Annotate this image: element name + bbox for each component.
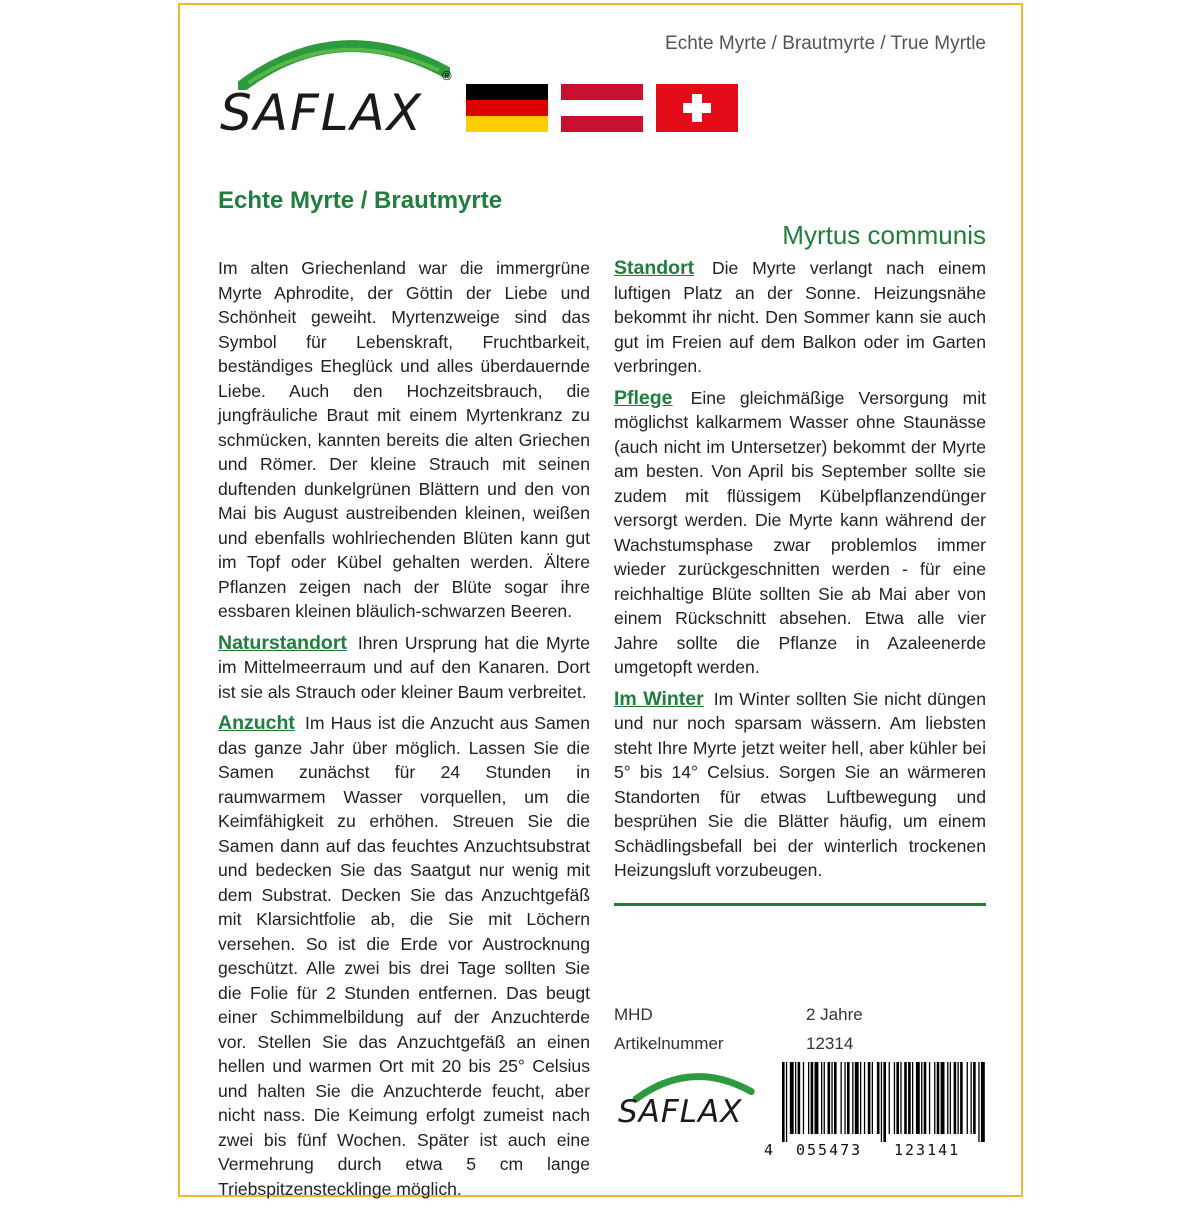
barcode-bar — [967, 1062, 968, 1134]
winter-text: Im Winter sollten Sie nicht düngen und nur noch sparsam wässern. Am liebsten steht Ihre Myrte jetzt weiter hell, aber kühler bei 5° bis 14° Celsius. Sorgen Sie an wärmeren Standorten für etwas Luftbewegung und besprühen Sie die Blätter häufig, um einem Schädlingsbefall bei der winterlich trockenen Heizungsluft vorzubeugen. — [614, 688, 986, 880]
barcode-bar — [950, 1062, 951, 1134]
barcode-bar — [815, 1062, 819, 1134]
barcode-group-right: 123141 — [894, 1141, 961, 1159]
standort-section — [614, 256, 986, 379]
barcode-bar — [877, 1062, 880, 1134]
barcode-bar — [790, 1062, 794, 1134]
barcode-bar — [916, 1062, 920, 1134]
barcode-bar — [808, 1062, 809, 1134]
article-number-value: 12314 — [806, 1034, 854, 1053]
standort-heading: Standort — [614, 257, 695, 279]
barcode-bar — [894, 1062, 895, 1134]
intro-paragraph: Im alten Griechenland war die immergrüne Myrte Aphrodite, der Göttin der Liebe und Schönheit geweiht. Myrtenzweige sind das Symbol für Lebenskraft, Fruchtbarkeit, beständiges Eheglück und alles überdauernde Liebe. Auch den Hochzeitsbrauch, die jungfräuliche Braut mit einem Myrtenkranz zu schmücken, kannten bereits die alten Griechen und Römer. Der kleine Strauch mit seinen duftenden dunkelgrünen Blättern und den von Mai bis August austreibenden kleinen, weißen und ebenfalls wohlriechenden Blüten kann gut im Topf oder Kübel gehalten werden. Ältere Pflanzen zeigen nach der Blüte sogar ihre essbaren kleinen bläulich-schwarzen Beeren. — [218, 258, 590, 621]
barcode-bar — [921, 1062, 922, 1134]
article-number-label: Artikelnummer — [614, 1034, 724, 1053]
naturstandort-text: Ihren Ursprung hat die Myrte im Mittelmeerraum und auf den Kanaren. Dort ist sie als Strauch oder kleiner Baum verbreitet. — [218, 632, 591, 702]
barcode-bar — [929, 1062, 930, 1134]
divider-line — [614, 903, 986, 906]
winter-heading: Im Winter — [614, 687, 704, 710]
barcode-bar — [844, 1062, 845, 1134]
barcode-bar — [881, 1062, 882, 1142]
naturstandort-heading: Naturstandort — [218, 631, 347, 654]
barcode-bar — [824, 1062, 825, 1134]
latin-name: Myrtus communis — [782, 220, 986, 250]
barcode-bar — [864, 1062, 865, 1134]
barcode-group-left: 055473 — [796, 1141, 863, 1159]
barcode-bar — [872, 1062, 873, 1134]
barcode-bar — [811, 1062, 814, 1134]
anzucht-section — [218, 711, 590, 1201]
germany-flag-icon — [466, 84, 548, 132]
barcode-bar — [860, 1062, 861, 1134]
barcode-digit-first: 4 — [764, 1141, 774, 1159]
pflege-heading: Pflege — [614, 386, 673, 409]
barcode-bar — [900, 1062, 901, 1134]
barcode-bar — [912, 1062, 913, 1134]
switzerland-flag-icon — [656, 84, 738, 132]
barcode-bar — [924, 1062, 927, 1134]
registered-mark: ® — [442, 68, 452, 83]
barcode-bar — [795, 1062, 796, 1134]
brand-name: SAFLAX — [220, 84, 424, 142]
barcode-bar — [889, 1062, 890, 1134]
barcode-bar — [978, 1062, 979, 1142]
barcode-bar — [908, 1062, 911, 1134]
barcode — [778, 1062, 986, 1142]
anzucht-heading: Anzucht — [218, 712, 295, 734]
barcode-bar — [934, 1062, 935, 1134]
barcode-bar — [855, 1062, 859, 1134]
barcode-bar — [803, 1062, 804, 1134]
barcode-bar — [941, 1062, 945, 1134]
page-title: Echte Myrte / Brautmyrte — [218, 187, 503, 214]
product-line-header: Echte Myrte / Brautmyrte / True Myrtle — [665, 33, 986, 54]
barcode-bar — [896, 1062, 899, 1134]
brand-name-small: SAFLAX — [618, 1094, 743, 1130]
barcode-bar — [868, 1062, 871, 1134]
barcode-bar — [821, 1062, 822, 1134]
winter-section — [614, 687, 986, 883]
left-text-column — [218, 256, 590, 1208]
barcode-bar — [834, 1062, 837, 1134]
barcode-bar — [831, 1062, 832, 1134]
barcode-bar — [981, 1062, 985, 1142]
mhd-label: MHD — [614, 1005, 653, 1024]
barcode-bar — [852, 1062, 853, 1134]
barcode-bar — [782, 1062, 785, 1142]
mhd-value: 2 Jahre — [806, 1005, 863, 1024]
anzucht-text: Im Haus ist die Anzucht aus Samen das ganze Jahr über möglich. Lassen Sie die Samen zunächst für 24 Stunden in raumwarmem Wasser vorquellen, um die Keimfähigkeit zu erhöhen. Streuen Sie die Samen dann auf das feuchtes Anzuchtsubstrat und bedecken Sie das Saatgut nur wenig mit dem Substrat. Decken Sie das Anzuchtgefäß mit Klarsichtfolie ab, die Sie mit Löchern versehen. So ist die Erde vor Austrocknung geschützt. Alle zwei bis drei Tage sollten Sie die Folie für 2 Stunden entfernen. Das beugt einer Schimmelbildung auf der Anzuchterde vor. Stellen Sie das Anzuchtgefäß an einen hellen und warmen Ort mit 20 bis 25° Celsius und halten Sie die Anzuchterde feucht, aber nicht nass. Die Keimung erfolgt zumeist nach zwei bis fünf Wochen. Später ist auch eine Vermehrung durch etwa 5 cm lange Triebspitzenstecklinge möglich. — [218, 713, 591, 1199]
barcode-bar — [841, 1062, 842, 1134]
pflege-text: Eine gleichmäßige Versorgung mit möglichst kalkarmem Wasser ohne Staunässe (auch nicht im Untersetzer) bekommt der Myrte am besten. Von April bis September sollte sie zudem mit flüssigem Kübelpflanzendünger versorgt werden. Die Myrte kann während der Wachstumsphase zwar problemlos immer wieder zurückgeschnitten werden - für eine reichhaltige Blüte sollten Sie ab Mai aber von einem Rückschnitt absehen. Etwa alle vier Jahre sollte die Pflanze in Azaleenerde umgetopft werden. — [614, 387, 986, 677]
logo-arc-icon — [238, 28, 450, 90]
barcode-bar — [883, 1062, 886, 1142]
barcode-bar — [937, 1062, 940, 1134]
barcode-bar — [971, 1062, 972, 1134]
barcode-bar — [947, 1062, 948, 1134]
barcode-bar — [798, 1062, 801, 1134]
pflege-section — [614, 386, 986, 680]
barcode-bar — [960, 1062, 963, 1134]
barcode-bar — [973, 1062, 976, 1134]
standort-text: Die Myrte verlangt nach einem luftigen Platz an der Sonne. Heizungsnähe bekommt ihr nicht. Den Sommer kann sie auch gut im Freien auf dem Balkon oder im Garten verbringen. — [614, 258, 986, 376]
austria-flag-icon — [561, 84, 643, 132]
barcode-bar — [828, 1062, 831, 1134]
naturstandort-section — [218, 631, 590, 705]
barcode-bar — [786, 1062, 787, 1142]
barcode-bar — [958, 1062, 959, 1134]
right-text-column — [614, 256, 986, 890]
barcode-bar — [904, 1062, 907, 1134]
barcode-bar — [847, 1062, 850, 1134]
barcode-bar — [954, 1062, 957, 1134]
